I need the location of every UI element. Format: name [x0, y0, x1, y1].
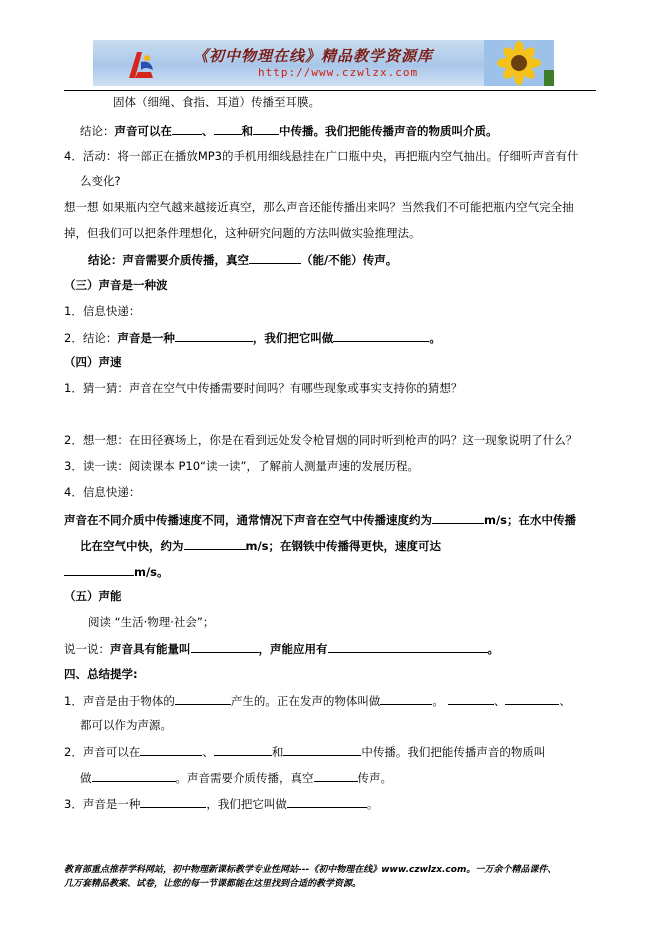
- text: ，声能应用有: [258, 642, 328, 656]
- blank: [184, 537, 246, 550]
- text: 比在空气中快，约为: [80, 539, 184, 553]
- section-heading: （四）声速: [64, 355, 122, 369]
- text-line: 阅读 “生活·物理·社会”；: [88, 615, 215, 629]
- text: m/s。: [134, 565, 169, 579]
- info-line: [64, 563, 169, 580]
- text: 、: [202, 745, 214, 759]
- text: 中传播。我们把能传播声音的物质叫: [361, 745, 546, 759]
- blank: [92, 769, 176, 782]
- section-heading: （五）声能: [64, 589, 122, 603]
- summary-line: [64, 743, 545, 760]
- text: 。: [429, 331, 441, 345]
- blank: [175, 692, 231, 705]
- text-line: 掉，但我们可以把条件理想化，这种研究问题的方法叫做实验推理法。: [64, 226, 421, 240]
- text-line: 么变化?: [80, 174, 121, 188]
- blank: [283, 743, 361, 756]
- summary-line: [80, 769, 392, 786]
- blank: [333, 329, 429, 342]
- sunflower-icon: [484, 40, 554, 86]
- text: 声音是一种: [117, 331, 175, 345]
- header-banner: [93, 40, 554, 86]
- blank: [287, 795, 367, 808]
- text: 、: [559, 694, 571, 708]
- text: 产生的。正在发声的物体叫做: [230, 694, 381, 708]
- blank: [64, 563, 134, 576]
- text: 。声音需要介质传播，真空: [175, 771, 314, 785]
- text-line: 2．想一想：在田径赛场上，你是在看到远处发令枪冒烟的同时听到枪声的吗？这一现象说明了什么？: [64, 433, 578, 447]
- conclusion-line: [64, 329, 441, 346]
- text: m/s；在水中传播: [484, 513, 577, 527]
- blank: [380, 692, 432, 705]
- text-line: 固体（细绳、食指、耳道）传播至耳膜。: [113, 95, 320, 109]
- summary-line: [64, 795, 378, 812]
- text: 声音具有能量叫: [110, 642, 191, 656]
- text-line: 1．信息快递：: [64, 304, 141, 318]
- label: 2．结论：: [64, 331, 118, 345]
- blank: [249, 251, 301, 264]
- blank: [505, 692, 559, 705]
- text: 3．声音是一种: [64, 797, 141, 811]
- text: 传声。: [357, 771, 392, 785]
- text: 。: [487, 642, 499, 656]
- blank: [432, 511, 484, 524]
- blank: [214, 122, 242, 135]
- header-rule: [64, 90, 596, 91]
- section-heading: （三）声音是一种波: [64, 278, 168, 292]
- label: 说一说：: [64, 642, 110, 656]
- text: 、: [202, 124, 214, 138]
- text: 。: [366, 797, 379, 811]
- blank: [328, 640, 488, 653]
- text: 做: [80, 771, 92, 785]
- text: 结论：声音需要介质传播，真空: [88, 253, 249, 267]
- text: 1．声音是由于物体的: [64, 694, 175, 708]
- conclusion-line: [80, 122, 498, 139]
- text: 声音可以在: [114, 124, 172, 138]
- text-line: 3．读一读：阅读课本 P10“读一读”，了解前人测量声速的发展历程。: [64, 459, 419, 473]
- label: 结论：: [80, 124, 115, 138]
- section-heading: 四、总结提学:: [64, 667, 138, 681]
- text: 2．声音可以在: [64, 745, 141, 759]
- blank: [448, 692, 494, 705]
- text-line: 4．信息快递：: [64, 485, 141, 499]
- text: ，我们把它叫做: [252, 331, 334, 345]
- info-line: [80, 537, 441, 554]
- blank: [214, 743, 272, 756]
- blank: [191, 640, 259, 653]
- text: 中传播。我们把能传播声音的物质叫介质。: [279, 124, 498, 138]
- conclusion-line: [88, 251, 397, 268]
- blank: [314, 769, 358, 782]
- text: 声音在不同介质中传播速度不同，通常情况下声音在空气中传播速度约为: [64, 513, 432, 527]
- page-footer: [64, 863, 604, 891]
- banner-url[interactable]: http://www.czwlzx.com: [258, 66, 419, 79]
- text: （能/不能）传声。: [301, 253, 398, 267]
- text: 。: [432, 694, 444, 708]
- blank: [175, 329, 253, 342]
- blank: [253, 122, 279, 135]
- text-line: 4．活动：将一部正在播放MP3的手机用细线悬挂在广口瓶中央，再把瓶内空气抽出。仔细听声音有什: [64, 149, 579, 163]
- text: 、: [493, 694, 506, 708]
- blank: [172, 122, 202, 135]
- text-line: 想一想 如果瓶内空气越来越接近真空，那么声音还能传播出来吗？当然我们不可能把瓶内空气完全抽: [64, 200, 574, 214]
- blank: [140, 743, 202, 756]
- text: 和: [271, 745, 284, 759]
- summary-line: [64, 692, 571, 709]
- footer-line: 教育部重点推荐学科网站，初中物理新课标教学专业性网站---《初中物理在线》www.czwlzx.com。一万余个精品课件、: [64, 865, 557, 875]
- banner-title: 《初中物理在线》精品教学资源库: [193, 47, 434, 65]
- info-line: [64, 511, 576, 528]
- blank: [140, 795, 206, 808]
- footer-line: 几万套精品教案、试卷，让您的每一节课都能在这里找到合适的教学资源。: [64, 879, 362, 889]
- site-logo-icon: [123, 48, 157, 82]
- text: ，我们把它叫做: [206, 797, 287, 811]
- conclusion-line: [64, 640, 499, 657]
- text: 和: [241, 124, 253, 138]
- text-line: 都可以作为声源。: [80, 718, 172, 732]
- text: m/s；在钢铁中传播得更快，速度可达: [245, 539, 442, 553]
- text-line: 1．猜一猜：声音在空气中传播需要时间吗？有哪些现象或事实支持你的猜想？: [64, 381, 463, 395]
